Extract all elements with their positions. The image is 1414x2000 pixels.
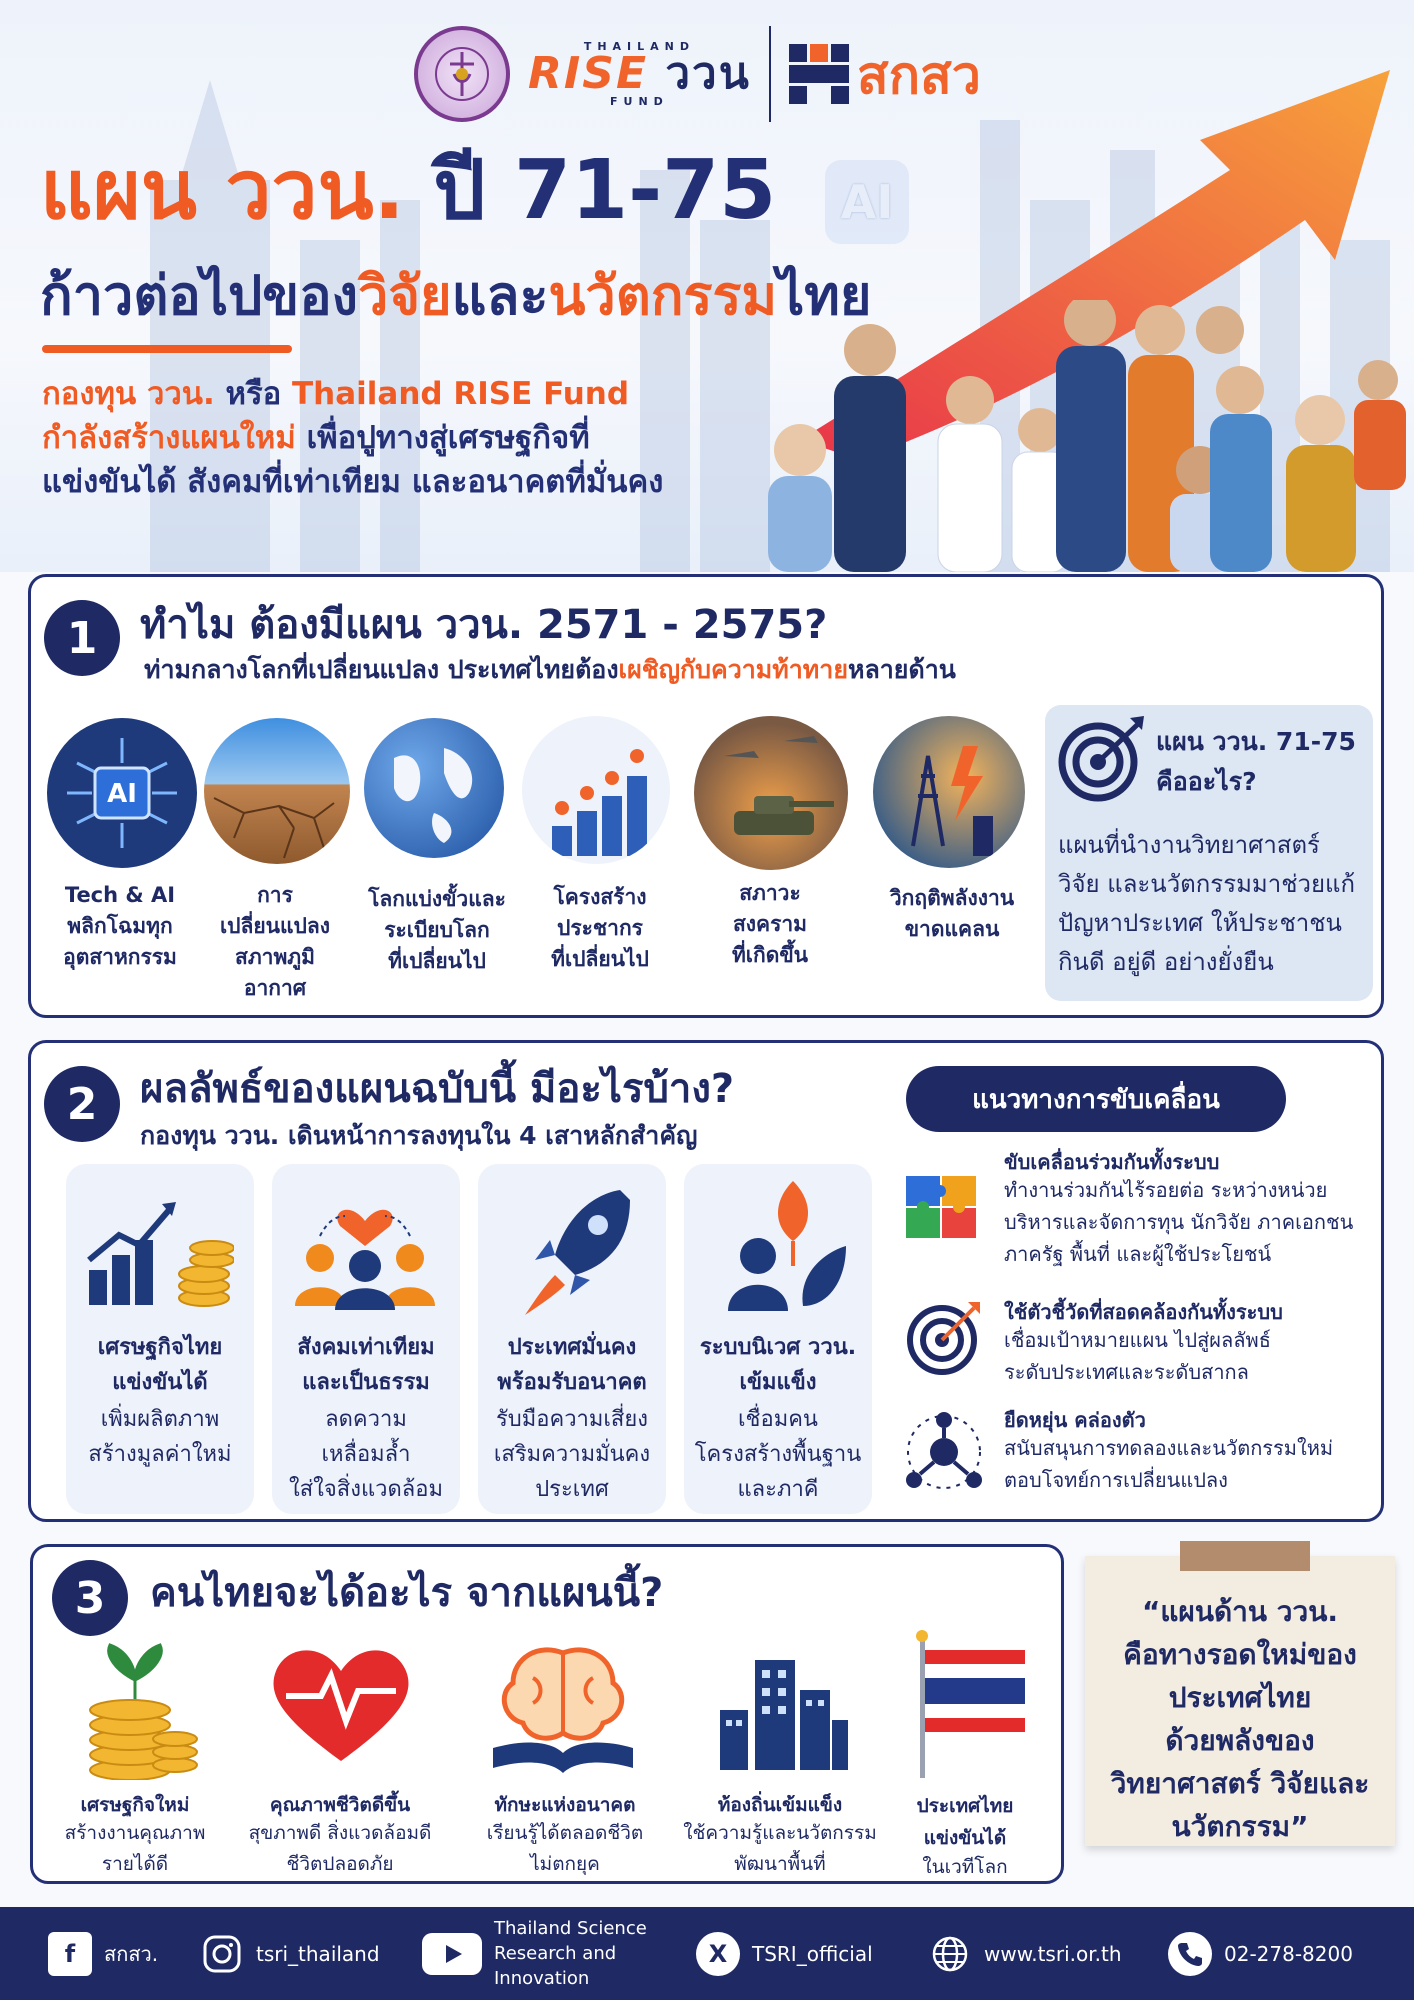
subtitle-part2: วิจัย bbox=[358, 264, 452, 327]
footer-youtube[interactable] bbox=[422, 1907, 647, 2000]
rise-logo-bottom-text: FUND bbox=[610, 95, 669, 108]
challenge-label-energy: วิกฤติพลังงาน ขาดแคลน bbox=[889, 886, 1015, 941]
target-icon bbox=[904, 1298, 984, 1378]
tsri-logo bbox=[789, 33, 981, 116]
benefit-title-strong-local: ท้องถิ่นเข้มแข็ง bbox=[717, 1794, 843, 1816]
footer-website[interactable] bbox=[928, 1907, 1122, 2000]
benefit-desc-competitive: ในเวทีโลก bbox=[922, 1856, 1008, 1878]
intro-line3: แข่งขันได้ สังคมที่เท่าเทียม และอนาคตที่มั่นคง bbox=[42, 464, 664, 500]
challenge-label-geopolitics: โลกแบ่งขั้วและ ระเบียบโลก ที่เปลี่ยนไป bbox=[368, 887, 506, 973]
war-icon bbox=[694, 716, 848, 870]
pillar-desc-ecosystem: เชื่อมคน โครงสร้างพื้นฐาน และภาคี bbox=[694, 1407, 862, 1502]
what-is-plan-title: แผน ววน. 71-75 คืออะไร? bbox=[1156, 727, 1356, 796]
section1-subtitle bbox=[144, 650, 956, 690]
rise-fund-logo bbox=[528, 41, 751, 107]
x-icon: X bbox=[696, 1932, 740, 1976]
benefit-title-quality-of-life: คุณภาพชีวิตดีขึ้น bbox=[269, 1794, 411, 1816]
footer bbox=[0, 1907, 1414, 2000]
intro-text bbox=[42, 372, 663, 504]
benefit-title-competitive: ประเทศไทย แข่งขันได้ bbox=[916, 1795, 1014, 1849]
network-icon bbox=[904, 1410, 984, 1494]
ecosystem-leaf-icon bbox=[718, 1176, 848, 1316]
logo-divider bbox=[769, 26, 771, 122]
tsri-logo-text: สกสว bbox=[856, 45, 981, 106]
phone-icon bbox=[1168, 1932, 1212, 1976]
section2-subtitle: กองทุน ววน. เดินหน้าการลงทุนใน 4 เสาหลักสำคัญ bbox=[140, 1121, 698, 1150]
intro-or: หรือ bbox=[214, 376, 293, 412]
section1-subtitle-c: หลายด้าน bbox=[847, 655, 956, 684]
footer-instagram-label: tsri_thailand bbox=[256, 1941, 380, 1966]
logo-bar bbox=[414, 24, 981, 124]
instagram-icon bbox=[200, 1932, 244, 1976]
pillar-desc-society: ลดความ เหลื่อมล้ำ ใส่ใจสิ่งแวดล้อม bbox=[289, 1407, 443, 1502]
footer-x-label: TSRI_official bbox=[752, 1941, 873, 1966]
footer-phone[interactable] bbox=[1168, 1907, 1353, 2000]
quote-tape bbox=[1180, 1541, 1310, 1571]
thai-flag-icon bbox=[912, 1628, 1032, 1778]
svg-text:AI: AI bbox=[107, 779, 137, 809]
hero-banner bbox=[0, 0, 1414, 572]
footer-phone-label: 02-278-8200 bbox=[1224, 1941, 1353, 1966]
heart-pulse-icon bbox=[266, 1636, 416, 1766]
globe-web-icon bbox=[928, 1932, 972, 1976]
intro-fund-english: Thailand RISE Fund bbox=[292, 376, 630, 412]
benefit-title-new-economy: เศรษฐกิจใหม่ bbox=[80, 1794, 190, 1816]
ai-chip-icon bbox=[47, 718, 197, 868]
drivers-heading: แนวทางการขับเคลื่อน bbox=[906, 1066, 1286, 1132]
benefit-desc-quality-of-life: สุขภาพดี สิ่งแวดล้อมดี ชีวิตปลอดภัย bbox=[248, 1822, 432, 1875]
challenge-label-climate: การ เปลี่ยนแปลง สภาพภูมิ อากาศ bbox=[219, 883, 331, 1000]
quote-text: “แผนด้าน ววน. คือทางรอดใหม่ของ ประเทศไทย ด้วยพลังของ วิทยาศาสตร์ วิจัยและ นวัตกรรม” bbox=[1110, 1595, 1370, 1843]
puzzle-icon bbox=[904, 1172, 982, 1242]
challenge-label-war: สภาวะ สงคราม ที่เกิดขึ้น bbox=[731, 881, 809, 967]
brain-book-icon bbox=[488, 1638, 638, 1778]
subtitle-part5: ไทย bbox=[777, 264, 872, 327]
page-title bbox=[40, 143, 777, 238]
driver-title-collaboration: ขับเคลื่อนร่วมกันทั้งระบบ bbox=[1004, 1150, 1220, 1174]
population-icon bbox=[522, 716, 670, 864]
benefit-desc-new-economy: สร้างงานคุณภาพ รายได้ดี bbox=[64, 1822, 206, 1875]
section3-title: คนไทยจะได้อะไร จากแผนนี้? bbox=[150, 1570, 664, 1616]
rise-logo-top-text: THAILAND bbox=[583, 40, 695, 53]
intro-fund-name: กองทุน ววน. bbox=[42, 376, 215, 412]
section1-subtitle-a: ท่ามกลางโลกที่เปลี่ยนแปลง ประเทศไทยต้อง bbox=[144, 655, 619, 684]
footer-facebook[interactable] bbox=[48, 1907, 158, 2000]
pillar-title-society: สังคมเท่าเทียม และเป็นธรรม bbox=[297, 1335, 435, 1395]
title-underline bbox=[42, 345, 292, 353]
section1-number: 1 bbox=[44, 600, 120, 676]
pillar-desc-security: รับมือความเสี่ยง เสริมความมั่นคง ประเทศ bbox=[493, 1407, 651, 1502]
city-icon bbox=[710, 1640, 850, 1770]
community-heart-icon bbox=[290, 1186, 440, 1311]
ministry-seal-logo bbox=[414, 26, 510, 122]
section1-title: ทำไม ต้องมีแผน ววน. 2571 - 2575? bbox=[140, 602, 828, 648]
intro-line2-highlight: กำลังสร้างแผนใหม่ bbox=[42, 420, 296, 456]
benefit-desc-future-skills: เรียนรู้ได้ตลอดชีวิต ไม่ตกยุค bbox=[486, 1822, 644, 1875]
target-arrow-icon bbox=[1056, 712, 1148, 804]
what-is-plan-body: แผนที่นำงานวิทยาศาสตร์ วิจัย และนวัตกรรมมาช่วยแก้ ปัญหาประเทศ ให้ประชาชน กินดี อยู่ดี อย่างยั่งยืน bbox=[1058, 831, 1356, 976]
footer-facebook-label: สกสว. bbox=[104, 1941, 159, 1966]
intro-line2-rest: เพื่อปูทางสู่เศรษฐกิจที่ bbox=[295, 420, 590, 456]
page-title-part2: ปี 71-75 bbox=[433, 143, 777, 238]
footer-x[interactable] bbox=[696, 1907, 873, 2000]
driver-desc-flexibility: สนับสนุนการทดลองและนวัตกรรมใหม่ ตอบโจทย์การเปลี่ยนแปลง bbox=[1004, 1436, 1334, 1492]
pillar-title-security: ประเทศมั่นคง พร้อมรับอนาคต bbox=[497, 1335, 647, 1395]
driver-desc-collaboration: ทำงานร่วมกันไร้รอยต่อ ระหว่างหน่วย บริหารและจัดการทุน นักวิจัย ภาคเอกชน ภาครัฐ พื้นที่ และผู้ใช้ประโยชน์ bbox=[1004, 1178, 1354, 1266]
footer-youtube-label: Thailand Science Research and Innovation bbox=[494, 1918, 647, 1989]
challenge-label-population: โครงสร้าง ประชากร ที่เปลี่ยนไป bbox=[551, 885, 649, 971]
drought-icon bbox=[204, 718, 350, 864]
plant-coins-icon bbox=[80, 1640, 200, 1780]
section1-subtitle-highlight: เผชิญกับความท้าทาย bbox=[618, 655, 848, 684]
pillar-desc-economy: เพิ่มผลิตภาพ สร้างมูลค่าใหม่ bbox=[88, 1407, 232, 1467]
driver-title-flexibility: ยืดหยุ่น คล่องตัว bbox=[1004, 1408, 1146, 1432]
rise-logo-brand: RISE bbox=[528, 48, 648, 99]
benefit-title-future-skills: ทักษะแห่งอนาคต bbox=[494, 1794, 636, 1816]
ai-badge: AI bbox=[825, 160, 909, 244]
footer-website-label: www.tsri.or.th bbox=[984, 1941, 1122, 1966]
globe-icon bbox=[364, 718, 504, 858]
section2-number: 2 bbox=[44, 1066, 120, 1142]
growth-coins-icon bbox=[84, 1190, 234, 1310]
facebook-icon: f bbox=[48, 1932, 92, 1976]
pillar-title-economy: เศรษฐกิจไทย แข่งขันได้ bbox=[97, 1335, 223, 1395]
rise-logo-thai: ววน bbox=[665, 48, 751, 99]
subtitle-part4: นวัตกรรม bbox=[548, 264, 778, 327]
people-group-illustration bbox=[730, 300, 1414, 572]
rocket-icon bbox=[510, 1180, 640, 1320]
subtitle-part3: และ bbox=[451, 264, 549, 327]
driver-title-indicators: ใช้ตัวชี้วัดที่สอดคล้องกันทั้งระบบ bbox=[1004, 1300, 1283, 1324]
tsri-mark-icon bbox=[789, 44, 849, 104]
energy-crisis-icon bbox=[873, 716, 1025, 868]
youtube-icon bbox=[422, 1932, 482, 1976]
driver-desc-indicators: เชื่อมเป้าหมายแผน ไปสู่ผลลัพธ์ ระดับประเทศและระดับสากล bbox=[1004, 1328, 1271, 1384]
page-title-part1: แผน ววน. bbox=[40, 143, 405, 238]
page-subtitle bbox=[40, 252, 872, 338]
benefit-desc-strong-local: ใช้ความรู้และนวัตกรรม พัฒนาพื้นที่ bbox=[683, 1822, 877, 1875]
challenge-label-tech-ai: Tech & AI พลิกโฉมทุก อุตสาหกรรม bbox=[63, 883, 177, 969]
footer-instagram[interactable] bbox=[200, 1907, 380, 2000]
section3-number: 3 bbox=[52, 1560, 128, 1636]
section2-title: ผลลัพธ์ของแผนฉบับนี้ มีอะไรบ้าง? bbox=[140, 1066, 735, 1112]
subtitle-part1: ก้าวต่อไปของ bbox=[40, 264, 358, 327]
pillar-title-ecosystem: ระบบนิเวศ ววน. เข้มแข็ง bbox=[699, 1335, 857, 1395]
